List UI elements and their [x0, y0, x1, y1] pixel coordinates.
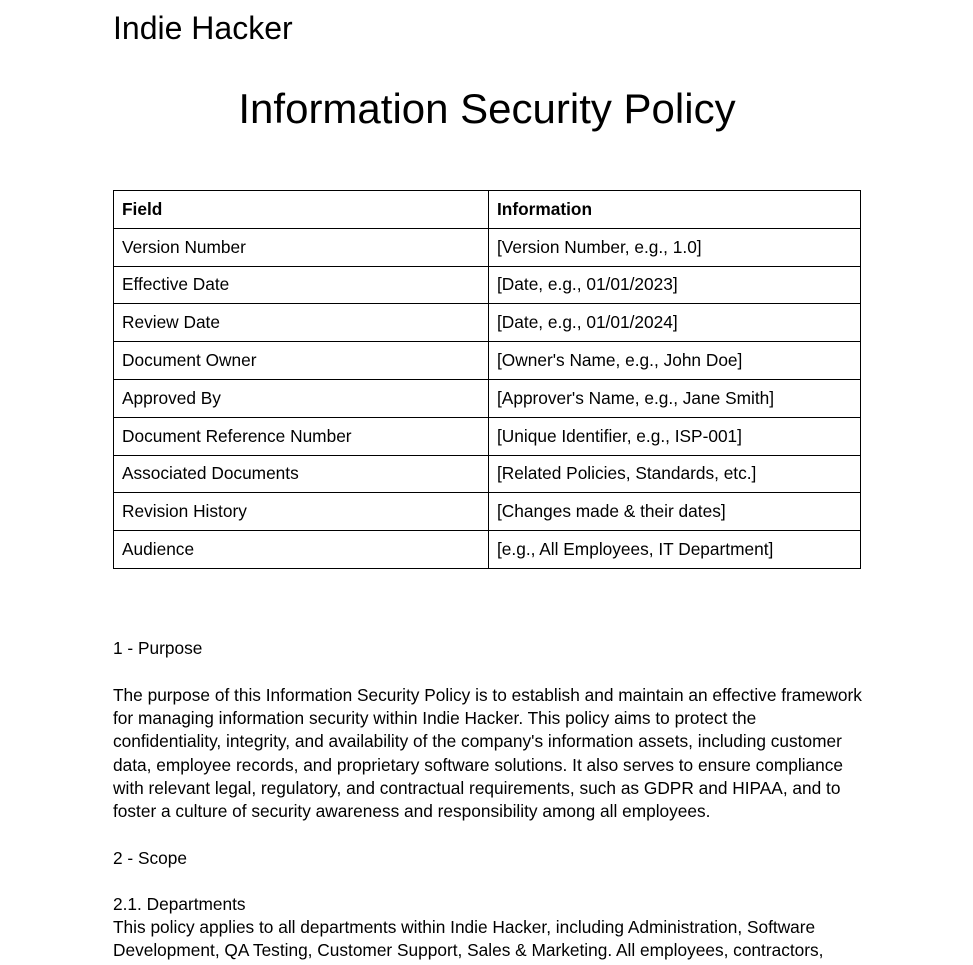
- information-cell: [Approver's Name, e.g., Jane Smith]: [489, 379, 861, 417]
- information-cell: [Related Policies, Standards, etc.]: [489, 455, 861, 493]
- information-cell: [Date, e.g., 01/01/2023]: [489, 266, 861, 304]
- column-header-field: Field: [114, 191, 489, 229]
- field-cell: Document Owner: [114, 342, 489, 380]
- field-cell: Approved By: [114, 379, 489, 417]
- purpose-paragraph: The purpose of this Information Security Policy is to establish and maintain an effective framework for managing information security within Indie Hacker. This policy aims to protect the confidentiality, integrity, and availability of the company's information assets, including customer data, employee records, and proprietary software solutions. It also serves to ensure compliance with relevant legal, regulatory, and contractual requirements, such as GDPR and HIPAA, and to foster a culture of security awareness and responsibility among all employees.: [113, 685, 862, 822]
- table-row: [114, 342, 861, 380]
- information-cell: [e.g., All Employees, IT Department]: [489, 531, 861, 569]
- table-row: [114, 493, 861, 531]
- table-row: [114, 304, 861, 342]
- document-metadata-table: [113, 190, 861, 569]
- field-cell: Version Number: [114, 228, 489, 266]
- subsection-heading-departments: 2.1. Departments: [113, 894, 246, 914]
- information-cell: [Owner's Name, e.g., John Doe]: [489, 342, 861, 380]
- information-cell: [Version Number, e.g., 1.0]: [489, 228, 861, 266]
- table-row: [114, 228, 861, 266]
- table-row: [114, 266, 861, 304]
- section-heading-scope: 2 - Scope: [113, 848, 187, 868]
- table-header-row: [114, 191, 861, 229]
- field-cell: Review Date: [114, 304, 489, 342]
- information-cell: [Date, e.g., 01/01/2024]: [489, 304, 861, 342]
- table-row: [114, 379, 861, 417]
- field-cell: Effective Date: [114, 266, 489, 304]
- table-row: [114, 455, 861, 493]
- column-header-information: Information: [489, 191, 861, 229]
- information-cell: [Changes made & their dates]: [489, 493, 861, 531]
- section-heading-purpose: 1 - Purpose: [113, 638, 203, 658]
- field-cell: Revision History: [114, 493, 489, 531]
- departments-paragraph: This policy applies to all departments within Indie Hacker, including Administration, Software Development, QA Testing, Customer Support, Sales & Marketing. All employees, contractors,: [113, 917, 824, 961]
- field-cell: Audience: [114, 531, 489, 569]
- table-row: [114, 417, 861, 455]
- document-title: Information Security Policy: [238, 85, 736, 132]
- field-cell: Associated Documents: [114, 455, 489, 493]
- table-row: [114, 531, 861, 569]
- field-cell: Document Reference Number: [114, 417, 489, 455]
- company-name: Indie Hacker: [113, 10, 293, 46]
- information-cell: [Unique Identifier, e.g., ISP-001]: [489, 417, 861, 455]
